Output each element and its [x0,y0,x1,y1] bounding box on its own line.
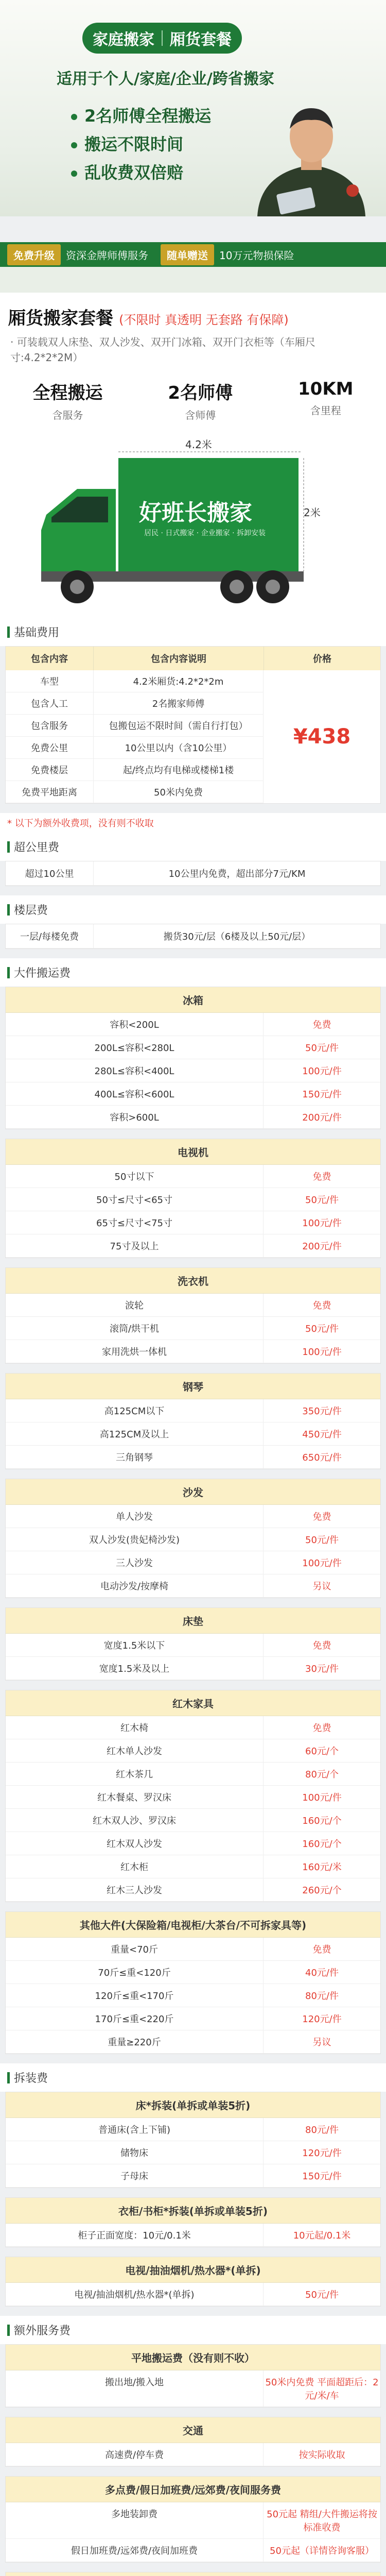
item-price: 260元/个 [302,1885,342,1896]
item-price: 40元/件 [305,1968,339,1978]
large-item-row [6,1739,380,1762]
stat-value: 全程搬运 [32,383,103,403]
row-value: 10公里内免费，超出部分7元/KM [168,869,306,879]
row-label: 超过10公里 [6,861,94,885]
large-item-card [5,1267,381,1364]
extra-card [5,2344,381,2408]
basic-cell-name: 免费楼层 [6,759,94,781]
package-title: 厢货搬家套餐 [8,308,113,329]
disassembly-section-title [0,2063,386,2092]
large-item-row [6,1878,380,1902]
item-price: 100元/件 [302,1347,342,1358]
truck-brand-text: 好班长搬家 [139,500,252,526]
section-title-text: 超公里费 [14,841,60,854]
bullet-icon [71,114,77,120]
basic-cell-desc: 10公里以内（含10公里） [125,743,232,754]
item-price: 160元/米 [302,1862,342,1873]
item-label: 红木椅 [6,1716,264,1739]
item-label: 电动沙发/按摩椅 [6,1574,264,1597]
section-bar-icon [7,2325,10,2336]
item-price: 50元/件 [305,2290,339,2300]
basic-row [6,737,263,759]
item-price: 100元/件 [302,1558,342,1569]
item-label: 储物床 [6,2141,264,2164]
item-price: 160元/个 [302,1816,342,1826]
basic-row [6,759,263,781]
item-price: 50元/件 [305,1535,339,1546]
item-label: 三人沙发 [6,1551,264,1574]
item-label: 红木双人沙、罗汉床 [6,1809,264,1832]
item-price: 免费 [312,1020,331,1030]
bullet-icon [71,142,77,148]
item-price: 另议 [312,2037,331,2048]
item-label: 红木柜 [6,1855,264,1878]
basic-fee-table [5,646,381,804]
section-bar-icon [7,626,10,638]
section-bar-icon [7,904,10,916]
large-item-card [5,1690,381,1902]
basic-cell-desc: 2名搬家师傅 [152,699,205,709]
item-price: 免费 [312,1172,331,1182]
hero-subtitle: 适用于个人/家庭/企业/跨省搬家 [57,70,274,88]
mileage-fee-card [5,861,381,886]
large-item-row [6,1809,380,1832]
item-price: 50元/件 [305,1324,339,1334]
basic-cell-desc: 50米内免费 [154,787,203,798]
large-item-row [6,1786,380,1809]
item-price: 100元/件 [302,1792,342,1803]
feature-text: 搬运不限时间 [84,134,184,154]
item-price: 200元/件 [302,1241,342,1252]
section-title-text: 基础费用 [14,626,60,639]
extra-row [6,2539,380,2562]
feature-text: 2名师傅全程搬运 [84,106,212,126]
item-label: 双人沙发(贵妃椅沙发) [6,1528,264,1551]
package-header [0,293,386,332]
item-price: 50元/件 [305,1043,339,1054]
disassembly-row [6,2118,380,2141]
header-cell: 包含内容说明 [94,647,264,670]
item-price: 120元/件 [302,2148,342,2159]
basic-section-title [0,618,386,646]
hero-banner [0,0,386,216]
large-item-row [6,1234,380,1258]
item-label: 红木餐桌、罗汉床 [6,1786,264,1808]
bullet-icon [71,171,77,177]
item-label: 重量≥220斤 [6,2030,264,2053]
section-bar-icon [7,2072,10,2083]
large-item-row [6,1013,380,1036]
extra-card [5,2572,381,2576]
promo-text-1: 资深金牌师傅服务 [66,249,148,262]
basic-cell-name: 包含人工 [6,692,94,714]
large-item-row [6,1938,380,1961]
item-price: 10元起/0.1米 [293,2230,351,2241]
item-price: 按实际收取 [299,2450,345,2461]
large-item-card-title: 沙发 [6,1479,380,1505]
item-price: 50元起 精组/大件搬运将按标准收费 [267,2509,377,2533]
item-price: 80元/件 [305,2125,339,2136]
large-item-card-title: 床垫 [6,1608,380,1634]
large-item-row [6,1294,380,1317]
item-label: 170斤≤重<220斤 [6,2007,264,2030]
item-label: 50寸≤尺寸<65寸 [6,1188,264,1211]
item-price: 免费 [312,1723,331,1734]
large-item-row [6,1634,380,1657]
large-item-card [5,1139,381,1258]
extra-card [5,2417,381,2467]
section-title-text: 楼层费 [14,904,48,917]
item-label: 50寸以下 [6,1165,264,1188]
basic-row [6,670,263,692]
truck-services-text: 居民 · 日式搬家 · 企业搬家 · 拆卸安装 [144,529,266,537]
large-item-card-title: 红木家具 [6,1690,380,1716]
item-label: 波轮 [6,1294,264,1316]
item-label: 假日加班费/远郊费/夜间加班费 [6,2539,264,2562]
stat-label: 含里程 [310,404,341,417]
large-item-row [6,1317,380,1340]
large-item-row [6,1657,380,1680]
large-item-row [6,1574,380,1598]
disassembly-row [6,2224,380,2247]
item-label: 红木三人沙发 [6,1878,264,1901]
large-item-row [6,1082,380,1106]
item-price: 200元/件 [302,1112,342,1123]
extra-card-title: 平地搬运费（没有则不收） [6,2345,380,2370]
row-value: 搬货30元/层（6楼及以上50元/层） [163,931,311,942]
feature-1 [71,103,211,127]
extra-card [5,2476,381,2563]
hero-title-b: 厢货套餐 [170,31,232,49]
large-item-card-title: 冰箱 [6,987,380,1013]
basic-cell-desc: 起/终点均有电梯或楼梯1楼 [122,765,234,776]
item-price: 另议 [312,1581,331,1592]
package-note: (不限时 真透明 无套路 有保障) [119,313,289,327]
section-title-text: 大件搬运费 [14,967,71,980]
hero-title [82,23,242,54]
feature-text: 乱收费双倍赔 [84,163,184,182]
large-item-row [6,1551,380,1574]
extra-card-title: 多点费/假日加班费/远郊费/夜间服务费 [6,2477,380,2502]
item-label: 宽度1.5米及以上 [6,1657,264,1680]
large-item-row [6,1036,380,1059]
basic-row [6,692,263,715]
large-item-row [6,1984,380,2007]
extra-row [6,2443,380,2466]
item-label: 电视/抽油烟机/热水器*(单拆) [6,2283,264,2306]
item-price: 80元/个 [305,1769,339,1780]
item-price: 30元/件 [305,1664,339,1674]
stat-label: 含服务 [52,409,83,421]
item-label: 柜子正面宽度：10元/0.1米 [6,2224,264,2246]
item-price: 80元/件 [305,1991,339,2002]
large-item-row [6,1188,380,1211]
large-item-row [6,1762,380,1786]
large-item-row [6,1106,380,1129]
item-label: 容积>600L [6,1106,264,1128]
basic-table-header [6,647,380,670]
disassembly-card-title: 床*拆装(单拆或单装5折) [6,2092,380,2118]
large-item-card [5,1373,381,1469]
large-item-card-title: 钢琴 [6,1374,380,1399]
item-price: 免费 [312,1944,331,1955]
item-price: 450元/件 [302,1429,342,1440]
large-item-row [6,1716,380,1739]
title-divider [162,30,163,46]
large-item-row [6,1399,380,1422]
item-label: 重量<70斤 [6,1938,264,1960]
item-label: 子母床 [6,2164,264,2187]
stat-workers [168,379,233,422]
extra-fee-note: * 以下为额外收费项，没有则不收取 [0,813,386,833]
item-price: 免费 [312,1512,331,1522]
item-price: 120元/件 [302,2014,342,2025]
extra-card-title: 交通 [6,2417,380,2443]
large-item-row [6,1059,380,1082]
large-item-card [5,987,381,1129]
large-item-card [5,1607,381,1681]
large-item-row [6,1505,380,1528]
basic-cell-desc: 4.2米厢货:4.2*2*2m [133,676,224,687]
floor-section-title [0,895,386,924]
item-price: 100元/件 [302,1218,342,1229]
section-title-text: 额外服务费 [14,2325,71,2337]
disassembly-card [5,2197,381,2247]
basic-price: ¥438 [263,670,380,803]
row-label: 一层/每楼免费 [6,924,94,948]
large-item-row [6,1855,380,1878]
extra-row [6,2502,380,2539]
feature-3 [71,160,183,183]
basic-row [6,781,263,803]
item-label: 120斤≤重<170斤 [6,1984,264,2007]
basic-cell-desc: 包搬包运不限时间（需自行打包） [109,721,248,732]
mileage-section-title [0,833,386,861]
item-price: 免费 [312,1640,331,1651]
large-item-card [5,1911,381,2054]
basic-cell-name: 包含服务 [6,715,94,736]
large-item-row [6,1961,380,1984]
stat-service [32,379,102,422]
section-bar-icon [7,967,10,978]
worker-illustration [247,90,376,216]
item-label: 多地装卸费 [6,2502,264,2538]
truck-illustration [0,432,386,618]
item-price: 50元起（详情咨询客服） [270,2546,374,2556]
item-label: 200L≤容积<280L [6,1036,264,1059]
large-item-card-title: 电视机 [6,1139,380,1165]
large-item-row [6,1340,380,1363]
item-label: 单人沙发 [6,1505,264,1528]
large-item-row [6,1832,380,1855]
item-label: 宽度1.5米以下 [6,1634,264,1656]
large-item-row [6,1446,380,1469]
item-price: 160元/个 [302,1839,342,1850]
floor-row [6,924,380,948]
truck-height-label: 2米 [304,506,321,519]
basic-row [6,715,263,737]
large-item-card-title: 其他大件(大保险箱/电视柜/大茶台/不可拆家具等) [6,1912,380,1938]
item-label: 家用洗烘一体机 [6,1340,264,1363]
item-price: 60元/个 [305,1746,339,1757]
item-price: 650元/件 [302,1452,342,1463]
item-label: 滚筒/烘干机 [6,1317,264,1340]
header-cell: 包含内容 [6,647,94,670]
large-item-card [5,1479,381,1598]
item-label: 高125CM以下 [6,1399,264,1422]
large-item-row [6,1211,380,1234]
item-label: 400L≤容积<600L [6,1082,264,1105]
disassembly-row [6,2283,380,2306]
basic-cell-name: 车型 [6,670,94,692]
floor-fee-card [5,924,381,949]
disassembly-card [5,2092,381,2188]
package-desc: · 可装载双人床垫、双人沙发、双开门冰箱、双开门衣柜等（车厢尺寸:4.2*2*2M） [0,332,386,371]
large-item-row [6,1528,380,1551]
extra-row [6,2370,380,2407]
item-label: 75寸及以上 [6,1234,264,1257]
item-label: 红木茶几 [6,1762,264,1785]
stat-value: 10KM [298,379,354,399]
promo-tag-1: 免费升级 [7,244,61,265]
package-stats [0,371,386,432]
item-price: 150元/件 [302,2171,342,2182]
section-title-text: 拆装费 [14,2072,48,2085]
item-label: 容积<200L [6,1013,264,1036]
large-item-row [6,2030,380,2054]
item-label: 280L≤容积<400L [6,1059,264,1082]
feature-2 [71,131,183,155]
item-label: 红木双人沙发 [6,1832,264,1855]
large-item-row [6,2007,380,2030]
stat-mileage [298,379,354,422]
disassembly-card-title: 衣柜/书柜*拆装(单拆或单装5折) [6,2198,380,2224]
stat-value: 2名师傅 [168,383,233,403]
header-cell: 价格 [313,654,331,665]
item-price: 50米内免费 平面超距后：2元/米/车 [265,2377,379,2401]
item-label: 高速费/停车费 [6,2443,264,2466]
extra-section-title [0,2316,386,2344]
stat-label: 含师傅 [185,409,216,421]
section-bar-icon [7,841,10,853]
disassembly-row [6,2141,380,2164]
disassembly-card-title: 电视/抽油烟机/热水器*(单拆) [6,2257,380,2283]
mileage-row [6,861,380,886]
disassembly-card [5,2257,381,2307]
promo-tag-2: 随单赠送 [161,244,214,265]
extra-card-title [6,2572,380,2576]
item-label: 70斤≤重<120斤 [6,1961,264,1984]
item-label: 高125CM及以上 [6,1422,264,1445]
item-price: 50元/件 [305,1195,339,1206]
item-price: 100元/件 [302,1066,342,1077]
item-label: 搬出地/搬入地 [6,2370,264,2406]
truck-length-label: 4.2米 [185,438,212,451]
large-item-row [6,1422,380,1446]
disassembly-row [6,2164,380,2188]
promo-text-2: 10万元物损保险 [219,249,294,262]
hero-title-a: 家庭搬家 [93,31,154,49]
basic-cell-name: 免费公里 [6,737,94,758]
promo-bar [0,242,386,267]
item-label: 65寸≤尺寸<75寸 [6,1211,264,1234]
item-price: 350元/件 [302,1406,342,1417]
large-item-row [6,1165,380,1188]
basic-cell-name: 免费平地距离 [6,781,94,803]
large-items-section-title [0,958,386,987]
item-label: 普通床(含上下铺) [6,2118,264,2141]
item-label: 三角钢琴 [6,1446,264,1468]
item-label: 红木单人沙发 [6,1739,264,1762]
item-price: 150元/件 [302,1089,342,1100]
item-price: 免费 [312,1300,331,1311]
large-item-card-title: 洗衣机 [6,1268,380,1294]
